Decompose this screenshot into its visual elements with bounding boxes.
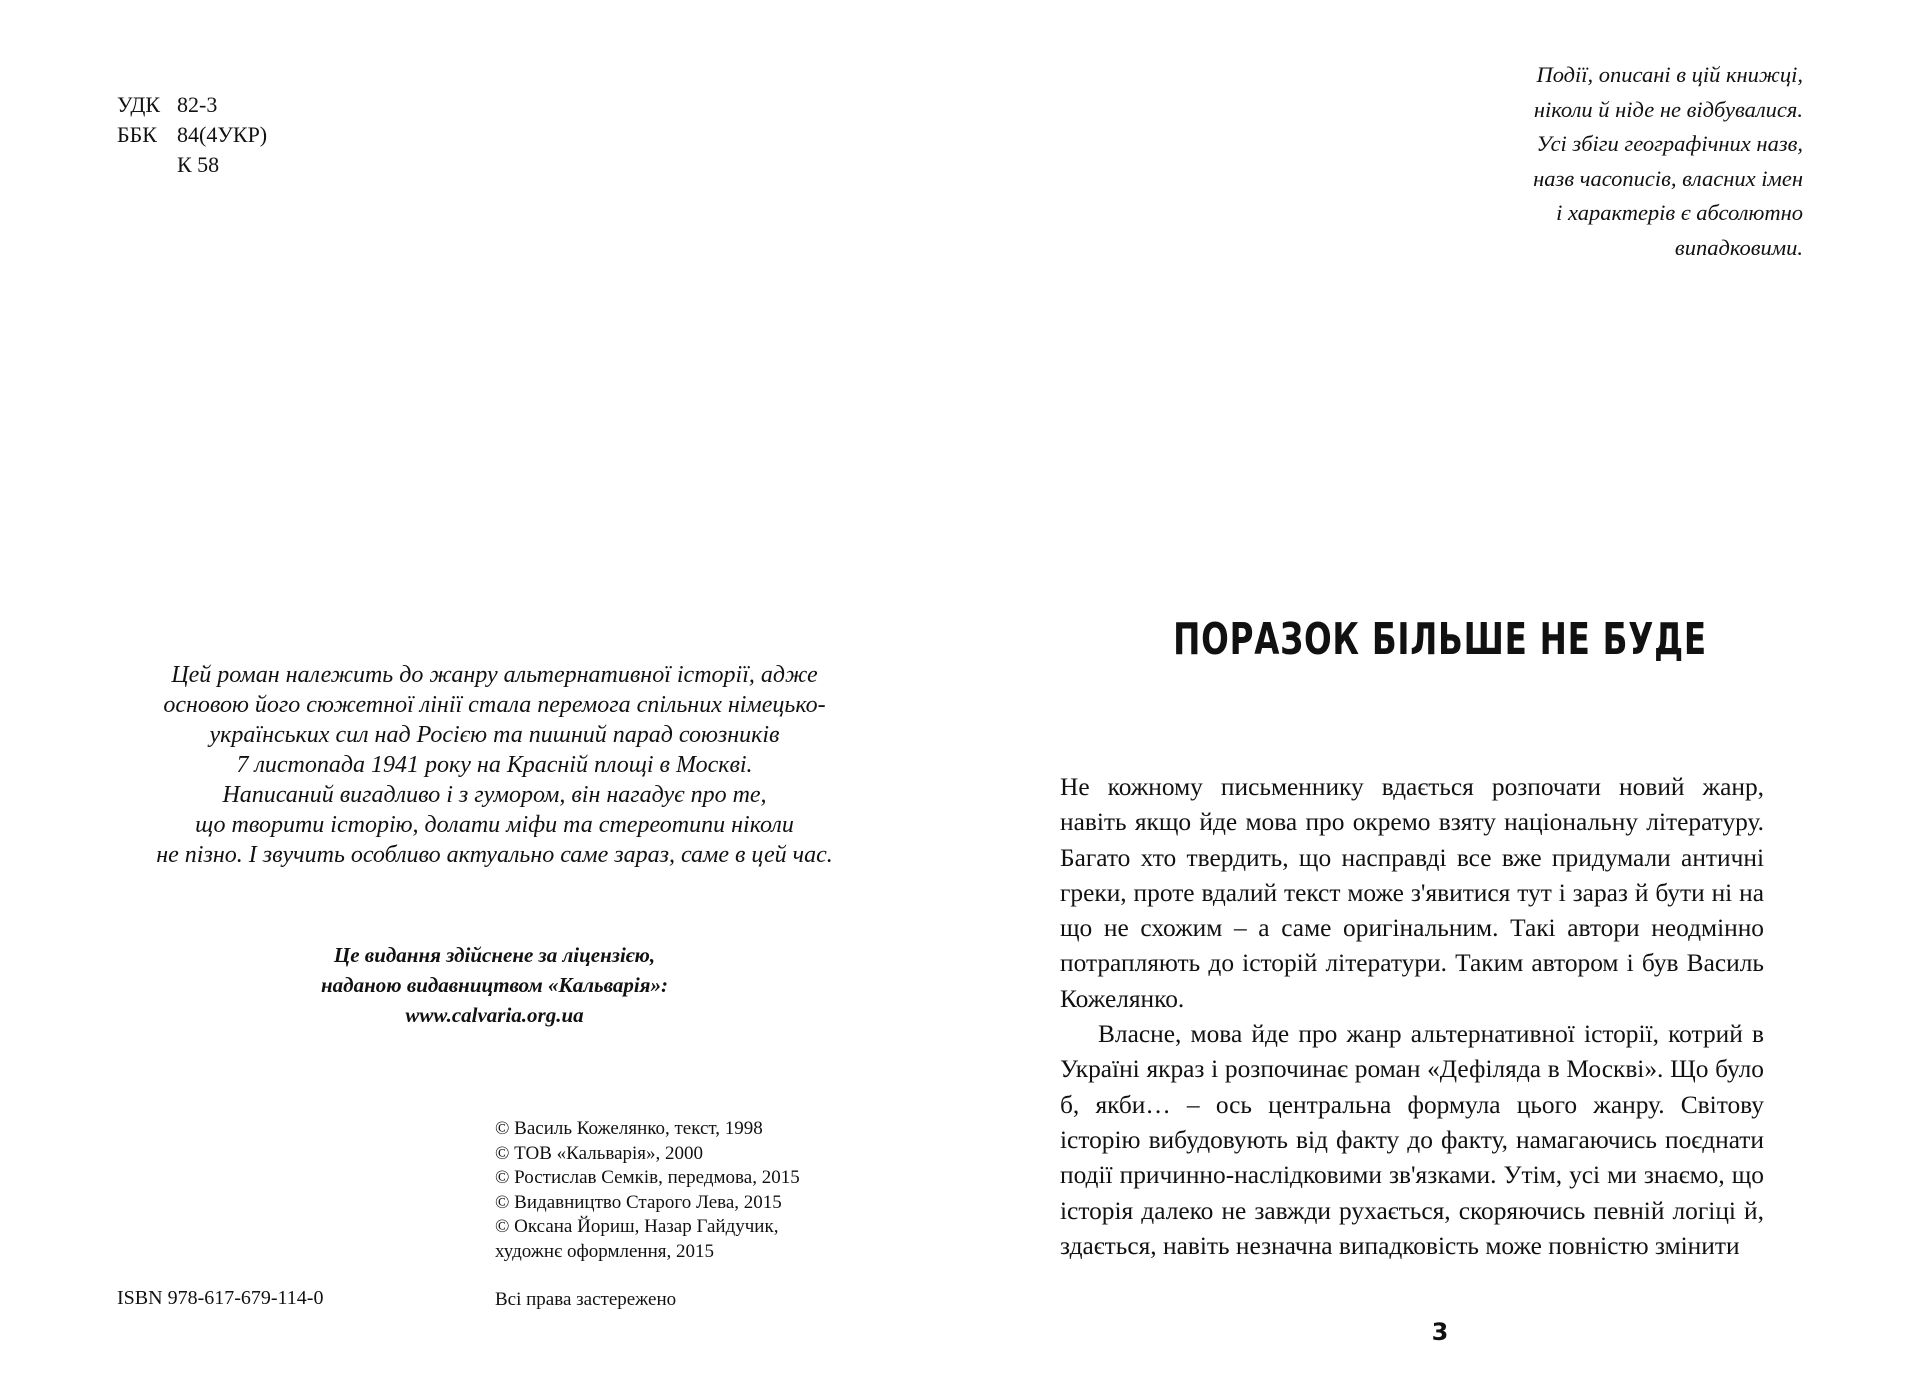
disclaimer-epigraph xyxy=(1443,58,1803,265)
epigraph-line: і характерів є абсолютно xyxy=(1556,200,1803,225)
annotation-line: Цей роман належить до жанру альтернативної історії, адже xyxy=(171,662,818,688)
license-line: наданою видавництвом «Кальварія»: xyxy=(321,973,668,997)
copyright-list xyxy=(495,1117,800,1264)
udk-label: УДК xyxy=(117,92,161,117)
annotation-line: 7 листопада 1941 року на Красній площі в Москві. xyxy=(236,752,753,778)
annotation-line: українських сил над Росією та пишний парад союзників xyxy=(209,722,780,748)
rights-reserved: Всі права застережено xyxy=(495,1289,677,1310)
author-mark-label xyxy=(117,150,177,180)
annotation-line: основою його сюжетної лінії стала перемога спільних німецько- xyxy=(163,692,826,718)
chapter-title: ПОРАЗОК БІЛЬШЕ НЕ БУДЕ xyxy=(1173,614,1707,665)
license-note xyxy=(112,940,877,1030)
copyright-line: © Оксана Йориш, Назар Гайдучик, xyxy=(495,1216,779,1237)
paragraph: Не кожному письменнику вдається розпочати новий жанр, навіть якщо йде мова про окремо взяту національну літературу. Багато хто твердить, що насправді все вже придумали античні греки, проте вдалий текст може з'явитися тут і зараз й бути ні на що не схожим – а саме оригінальним. Такі автори неодмінно потрапляють до історій літератури. Таким автором і був Василь Кожелянко. xyxy=(1060,773,1764,1013)
annotation-line: що творити історію, долати міфи та стереотипи ніколи xyxy=(195,812,794,838)
epigraph-line: випадковими. xyxy=(1674,234,1803,260)
bbk-value: 84(4УКР) xyxy=(177,122,268,147)
classification-codes xyxy=(117,90,267,180)
copyright-line: © ТОВ «Кальварія», 2000 xyxy=(495,1142,704,1164)
epigraph-line: Події, описані в цій книжці, xyxy=(1536,62,1803,87)
epigraph-line: Усі збіги географічних назв, xyxy=(1536,131,1803,156)
book-annotation xyxy=(112,660,877,870)
bbk-label: ББК xyxy=(117,122,157,147)
copyright-line: © Видавництво Старого Лева, 2015 xyxy=(495,1191,782,1213)
annotation-line: не пізно. І звучить особливо актуально саме зараз, саме в цей час. xyxy=(156,842,833,868)
right-page xyxy=(960,0,1920,1398)
license-line: Це видання здійснене за ліцензією, xyxy=(333,943,656,967)
copyright-line: © Василь Кожелянко, текст, 1998 xyxy=(495,1118,763,1139)
udk-row xyxy=(117,90,267,120)
author-mark-row xyxy=(117,150,267,180)
annotation-line: Написаний вигадливо і з гумором, він нагадує про те, xyxy=(222,782,767,808)
publisher-url: www.calvaria.org.ua xyxy=(405,1003,584,1027)
copyright-line: © Ростислав Семків, передмова, 2015 xyxy=(495,1167,800,1188)
paragraph: Власне, мова йде про жанр альтернативної історії, котрий в Україні якраз і розпочинає роман «Дефіляда в Москві». Що було б, якби… – ось центральна формула цього жанру. Світову історію вибудовують від факту до факту, намагаючись поєднати події причинно-наслідковими зв'язками. Утім, усі ми знаємо, що історія далеко не завжди рухається, скоряючись певній логіці й, здається, навіть незначна випадковість може повністю змінити xyxy=(1060,1020,1764,1260)
udk-value: 82-3 xyxy=(177,92,218,117)
epigraph-line: назв часописів, власних імен xyxy=(1533,165,1803,191)
author-mark-value: К 58 xyxy=(177,152,220,177)
bbk-row xyxy=(117,120,267,150)
epigraph-line: ніколи й ніде не відбувалися. xyxy=(1533,96,1803,122)
copyright-line: художнє оформлення, 2015 xyxy=(495,1240,715,1262)
page-number: 3 xyxy=(1431,1318,1449,1346)
preface-text xyxy=(1060,770,1764,1264)
isbn: ISBN 978-617-679-114-0 xyxy=(117,1287,324,1309)
